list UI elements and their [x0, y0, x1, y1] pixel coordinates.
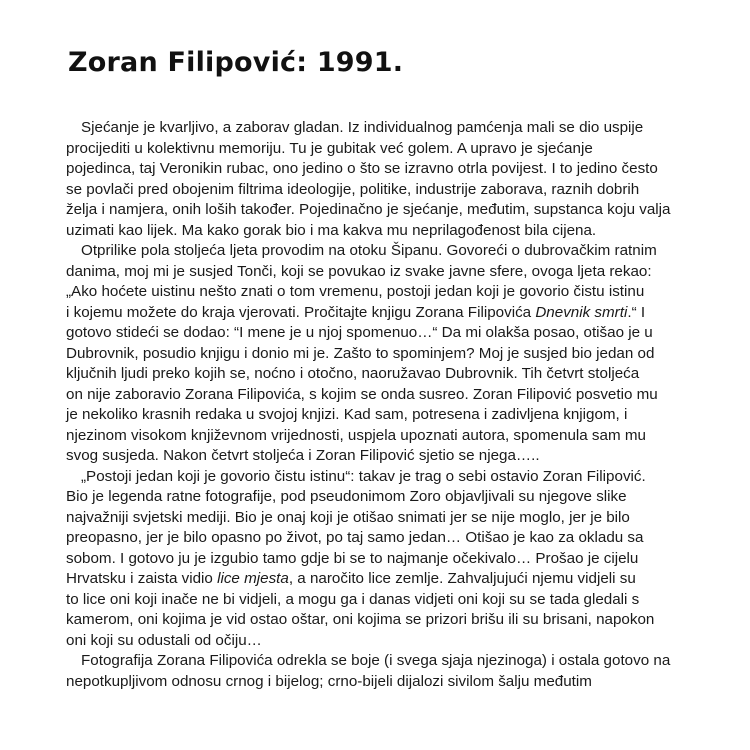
text-line — [66, 344, 696, 365]
text-run: gotovo stideći se dodao: “I mene je u njoj spomenuo…“ Da mi olakša posao, otišao je u — [66, 324, 653, 341]
text-run: želja i namjera, onih loših također. Pojedinačno je sjećanje, međutim, supstanca koju valja — [66, 201, 671, 218]
text-line — [66, 139, 696, 160]
text-run: se povlači pred obojenim filtrima ideologije, politike, industrije zaborava, raznih dobrih — [66, 180, 640, 198]
text-line — [66, 651, 696, 672]
text-run: „Ako hoćete uistinu nešto znati o tom vremenu, postoji jedan koji je govorio čistu istinu — [66, 283, 645, 300]
text-run: Dubrovnik, posudio knjigu i donio mi je. Zašto to spominjem? Moj je susjed bio jedan od — [66, 344, 655, 362]
text-line — [66, 364, 696, 385]
text-run: .“ I — [627, 303, 646, 321]
body-text — [66, 118, 696, 692]
text-run: njezinom visokom književnom vrijednosti, uspjela upoznati autora, spomenula sam mu — [66, 426, 646, 444]
text-run: preopasno, jer je bilo opasno po život, po taj samo jedan… Otišao je kao za okladu sa — [66, 529, 644, 546]
text-run: to lice oni koji inače ne bi vidjeli, a mogu ga i danas vidjeti oni koji su se tada gledali s — [66, 590, 640, 608]
text-line — [66, 446, 696, 467]
text-line — [66, 385, 696, 406]
text-line — [66, 631, 696, 652]
text-line — [66, 467, 696, 488]
text-run: Otprilike pola stoljeća ljeta provodim na otoku Šipanu. Govoreći o dubrovačkim ratnim — [81, 242, 657, 259]
text-run: sobom. I gotovo ju je izgubio tamo gdje bi se to najmanje očekivalo… Prošao je cijelu — [66, 549, 639, 567]
text-line — [66, 303, 696, 324]
text-line — [66, 118, 696, 139]
text-run: kamerom, oni kojima je vid ostao oštar, oni kojima se prizori brišu ili su brisani, napokon — [66, 611, 655, 628]
text-line — [66, 282, 696, 303]
text-run: svog susjeda. Nakon četvrt stoljeća i Zoran Filipović sjetio se njega….. — [66, 447, 540, 464]
text-line — [66, 200, 696, 221]
text-line — [66, 221, 696, 242]
italic-title-text: Dnevnik smrti — [535, 303, 628, 321]
text-line — [66, 528, 696, 549]
text-run: i kojemu možete do kraja vjerovati. Pročitajte knjigu Zorana Filipovića — [66, 303, 536, 321]
text-line — [66, 241, 696, 262]
text-run: , a naročito lice zemlje. Zahvaljujući njemu vidjeli su — [288, 570, 636, 587]
text-run: procijediti u kolektivnu memoriju. Tu je gubitak već golem. A upravo je sjećanje — [66, 139, 593, 157]
text-run: najvažniji svjetski mediji. Bio je onaj koji je otišao snimati jer se nije moglo, jer je bilo — [66, 508, 630, 526]
text-run: nepotkupljivom odnosu crnog i bijelog; crno-bijeli dijalozi sivilom šalju međutim — [66, 672, 592, 690]
text-run: je nekoliko krasnih redaka u svojoj knjizi. Kad sam, potresena i zadivljena knjigom, i — [66, 406, 628, 423]
text-line — [66, 323, 696, 344]
text-line — [66, 590, 696, 611]
text-line — [66, 487, 696, 508]
text-run: Sjećanje je kvarljivo, a zaborav gladan. Iz individualnog pamćenja mali se dio uspije — [81, 119, 644, 136]
text-run: Hrvatsku i zaista vidio — [66, 570, 218, 587]
text-line — [66, 405, 696, 426]
text-line — [66, 262, 696, 283]
text-line — [66, 672, 696, 693]
text-line — [66, 426, 696, 447]
text-run: danima, moj mi je susjed Tonči, koji se povukao iz svake javne sfere, ovoga ljeta rekao: — [66, 262, 652, 280]
text-run: Bio je legenda ratne fotografije, pod pseudonimom Zoro objavljivali su njegove slike — [66, 488, 627, 505]
text-run: uzimati kao lijek. Ma kako gorak bio i ma kakva mu neprilagođenost bila cijena. — [66, 221, 597, 239]
text-line — [66, 159, 696, 180]
text-run: Fotografija Zorana Filipovića odrekla se boje (i svega sjaja njezinoga) i ostala gotovo na — [81, 652, 671, 669]
text-run: oni koji su odustali od očiju… — [66, 631, 262, 649]
text-line — [66, 508, 696, 529]
text-run: ključnih ljudi preko kojih se, noćno i otočno, naoružavao Dubrovnik. Tih četvrt stoljeća — [66, 365, 640, 382]
page-title: Zoran Filipović: 1991. — [68, 47, 404, 78]
italic-title-text: lice mjesta — [217, 570, 289, 587]
text-line — [66, 549, 696, 570]
text-run: pojedinca, taj Veronikin rubac, ono jedino o što se izravno otrla povijest. I to jedino često — [66, 160, 658, 177]
text-line — [66, 569, 696, 590]
text-run: „Postoji jedan koji je govorio čistu istinu“: takav je trag o sebi ostavio Zoran Filipović. — [81, 467, 646, 485]
text-run: on nije zaboravio Zorana Filipovića, s kojim se onda susreo. Zoran Filipović posvetio mu — [66, 385, 658, 403]
text-line — [66, 180, 696, 201]
text-line — [66, 610, 696, 631]
